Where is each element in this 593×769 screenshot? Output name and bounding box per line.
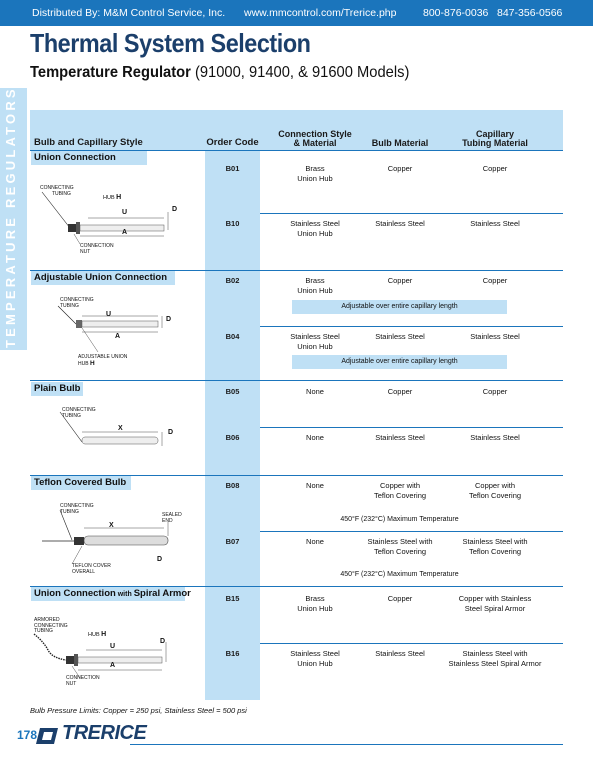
order-code-b06: B06 [225, 433, 240, 442]
label-text: CONNECTING [60, 297, 94, 303]
subtitle-bold: Temperature Regulator [30, 64, 191, 81]
page-title: Thermal System Selection [30, 28, 311, 58]
b02-conn-line1: Brass [305, 276, 325, 285]
diagram-label-u: U [106, 311, 112, 318]
b01-conn-line1: Brass [305, 164, 325, 173]
section-union-spiral-armor [31, 587, 191, 601]
divider [260, 643, 563, 644]
divider [260, 531, 563, 532]
b07-capillary [447, 537, 543, 556]
header-bulb-material: Bulb Material [371, 138, 429, 148]
b16-conn-line1: Stainless Steel [290, 649, 340, 658]
b16-connection [270, 649, 360, 668]
b16-cap-line2: Stainless Steel Spiral Armor [448, 658, 542, 668]
diagram-label-connecting [62, 408, 96, 419]
label-text: H [116, 194, 122, 201]
b04-connection [270, 332, 360, 351]
section-plain-bulb: Plain Bulb [31, 382, 83, 396]
page-number: 178 [17, 728, 38, 742]
b15-cap-line1: Copper with Stainless [458, 594, 532, 603]
b08-capillary [450, 481, 540, 500]
b02-bulb: Copper [387, 276, 413, 285]
b10-conn-line1: Stainless Steel [290, 219, 340, 228]
b16-capillary [440, 649, 550, 668]
b02-adjustable-note: Adjustable over entire capillary length [292, 300, 507, 314]
diagram-label-a: A [115, 333, 121, 340]
b01-capillary: Copper [482, 164, 508, 173]
diagram-label-u: U [122, 209, 128, 216]
b04-conn-line1: Stainless Steel [290, 332, 340, 341]
b04-conn-line2: Union Hub [297, 341, 333, 351]
label-text: ADJUSTABLE UNION [78, 354, 128, 360]
label-text: TUBING [34, 628, 53, 634]
divider [260, 427, 563, 428]
b02-connection [270, 276, 360, 295]
diagram-label-connecting [40, 186, 74, 197]
phone-number-1: 800-876-0036 [423, 7, 489, 19]
b08-bulb-line2: Teflon Covering [373, 490, 427, 500]
trerice-logo-icon [36, 726, 60, 746]
b15-conn-line1: Brass [305, 594, 325, 603]
order-code-b02: B02 [225, 276, 240, 285]
diagram-label-a: A [122, 229, 128, 236]
diagram-label-u: U [110, 643, 116, 650]
plain-bulb-diagram [32, 404, 202, 454]
b01-connection [270, 164, 360, 183]
order-code-b05: B05 [225, 387, 240, 396]
label-text: SEALED [162, 512, 182, 518]
b10-conn-line2: Union Hub [297, 228, 333, 238]
label-text: CONNECTING [62, 407, 96, 413]
b10-connection [270, 219, 360, 238]
label-text: Union Connection [34, 588, 116, 599]
section-teflon-covered-bulb: Teflon Covered Bulb [31, 476, 131, 490]
label-text: H [89, 359, 95, 367]
b04-capillary: Stainless Steel [470, 332, 520, 341]
b08-maxtemp-note: 450°F (232°C) Maximum Temperature [340, 516, 459, 523]
b07-bulb-line1: Stainless Steel with [367, 537, 433, 546]
b16-bulb: Stainless Steel [375, 649, 425, 658]
distributor-website-link[interactable]: www.mmcontrol.com/Trerice.php [244, 7, 397, 19]
b07-connection: None [306, 537, 324, 546]
b08-bulb-line1: Copper with [379, 481, 421, 490]
diagram-label-connection-nut [80, 244, 114, 255]
b07-bulb-line2: Teflon Covering [373, 546, 427, 556]
diagram-label-armored [34, 618, 68, 635]
label-text: Spiral Armor [133, 588, 191, 599]
b16-conn-line2: Union Hub [297, 658, 333, 668]
b15-capillary [445, 594, 545, 613]
b02-capillary: Copper [482, 276, 508, 285]
divider [260, 213, 563, 214]
b02-conn-line2: Union Hub [297, 285, 333, 295]
diagram-label-x: X [109, 522, 114, 529]
order-code-column [205, 150, 260, 700]
b15-bulb: Copper [387, 594, 413, 603]
order-code-b07: B07 [225, 537, 240, 546]
sidebar-label: TEMPERATURE REGULATORS [3, 86, 18, 348]
diagram-label-sealed-end [162, 513, 182, 524]
distributor-bar [0, 0, 593, 26]
diagram-label-adjustable-union [78, 355, 127, 367]
b05-capillary: Copper [482, 387, 508, 396]
label-text: TUBING [60, 302, 79, 309]
subtitle-models: (91000, 91400, & 91600 Models) [190, 64, 410, 81]
diagram-label-d: D [168, 429, 174, 436]
label-text: TUBING [52, 190, 71, 197]
b08-cap-line2: Teflon Covering [468, 490, 522, 500]
diagram-label-d: D [166, 316, 172, 323]
diagram-label-a: A [110, 662, 116, 669]
order-code-b08: B08 [225, 481, 240, 490]
diagram-label-connection-nut [66, 676, 100, 687]
b10-bulb: Stainless Steel [375, 219, 425, 228]
b05-connection: None [306, 387, 324, 396]
b04-bulb: Stainless Steel [375, 332, 425, 341]
header-capillary-1: Capillary [475, 129, 515, 139]
b07-maxtemp-note: 450°F (232°C) Maximum Temperature [340, 571, 459, 578]
order-code-b01: B01 [225, 164, 240, 173]
header-connection-1: Connection Style [278, 129, 352, 139]
label-text: END [162, 517, 173, 524]
order-code-b16: B16 [225, 649, 240, 658]
b15-cap-line2: Steel Spiral Armor [464, 603, 526, 613]
diagram-label-x: X [118, 425, 123, 432]
page-subtitle [30, 64, 409, 82]
diagram-label-connecting [60, 504, 94, 515]
distributor-name: Distributed By: M&M Control Service, Inc. [32, 7, 226, 19]
label-text: TUBING [62, 412, 81, 419]
label-text: OVERALL [72, 568, 96, 575]
order-code-b15: B15 [225, 594, 240, 603]
b10-capillary: Stainless Steel [470, 219, 520, 228]
label-text: HUB [78, 360, 89, 367]
label-text: NUT [80, 248, 91, 255]
diagram-label-teflon-cover [72, 564, 111, 575]
diagram-label-hub [103, 195, 121, 202]
diagram-label-hub [88, 632, 106, 639]
label-text: CONNECTING [34, 622, 68, 629]
b16-cap-line1: Stainless Steel with [462, 649, 528, 658]
header-capillary-2: Tubing Material [462, 138, 528, 148]
header-order-code: Order Code [206, 137, 259, 148]
brand-logo: TRERICE [62, 722, 147, 744]
b15-conn-line2: Union Hub [297, 603, 333, 613]
b07-cap-line2: Teflon Covering [468, 546, 522, 556]
label-text: HUB [88, 632, 100, 638]
diagram-label-connecting [60, 298, 94, 309]
b15-connection [270, 594, 360, 613]
b06-connection: None [306, 433, 324, 442]
diagram-label-d: D [172, 206, 178, 213]
b07-bulb [352, 537, 448, 556]
label-text: TEFLON COVER [72, 563, 111, 569]
label-text: NUT [66, 680, 77, 687]
divider [30, 380, 563, 381]
b01-conn-line2: Union Hub [297, 173, 333, 183]
pressure-limits-note: Bulb Pressure Limits: Copper = 250 psi, Stainless Steel = 500 psi [30, 706, 247, 715]
label-text: CONNECTION [66, 675, 100, 681]
label-text: ARMORED [34, 617, 60, 623]
b08-cap-line1: Copper with [474, 481, 516, 490]
diagram-label-d: D [160, 638, 166, 645]
label-text: CONNECTION [80, 243, 114, 249]
section-union-connection: Union Connection [31, 151, 147, 165]
section-adjustable-union: Adjustable Union Connection [31, 271, 175, 285]
label-text: CONNECTING [40, 185, 74, 191]
b01-bulb: Copper [387, 164, 413, 173]
b08-bulb [355, 481, 445, 500]
b06-capillary: Stainless Steel [470, 433, 520, 442]
order-code-b10: B10 [225, 219, 240, 228]
phone-number-2: 847-356-0566 [497, 7, 563, 19]
order-code-b04: B04 [225, 332, 240, 341]
diagram-label-d: D [157, 556, 163, 563]
label-text: H [101, 631, 107, 638]
b04-adjustable-note: Adjustable over entire capillary length [292, 355, 507, 369]
header-connection-2: & Material [293, 138, 337, 148]
b06-bulb: Stainless Steel [375, 433, 425, 442]
b05-bulb: Copper [387, 387, 413, 396]
b07-cap-line1: Stainless Steel with [462, 537, 528, 546]
divider [260, 326, 563, 327]
label-text: TUBING [60, 508, 79, 515]
label-text: HUB [103, 195, 115, 201]
header-style: Bulb and Capillary Style [34, 137, 143, 148]
label-text: CONNECTING [60, 503, 94, 509]
footer-divider [130, 744, 563, 745]
label-text: with [115, 591, 134, 598]
b08-connection: None [306, 481, 324, 490]
